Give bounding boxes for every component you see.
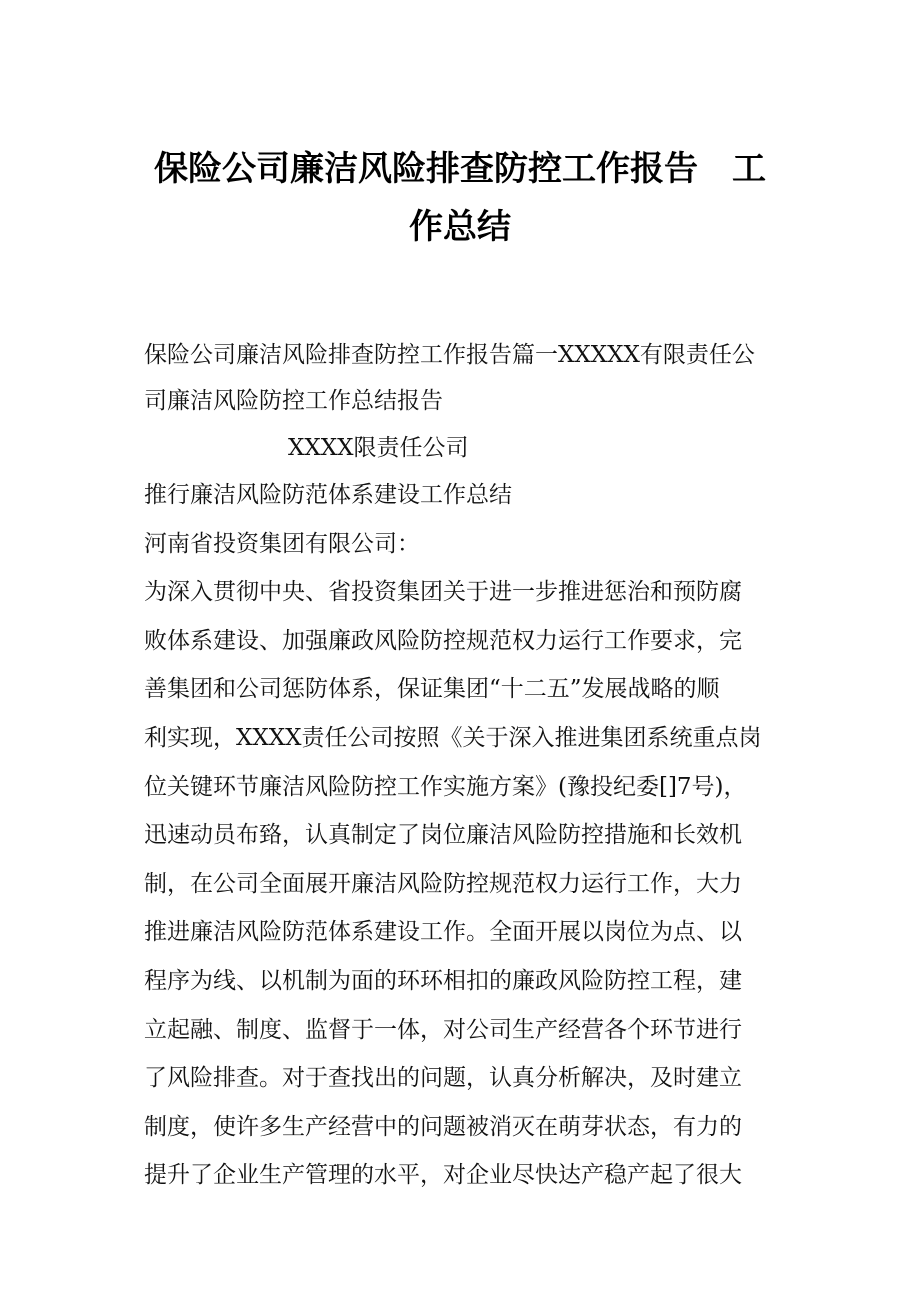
body-line: 推行廉洁风险防范体系建设工作总结 bbox=[144, 482, 512, 508]
body-line: 善集团和公司惩防体系，保证集团“十二五”发展战略的顺 bbox=[144, 676, 720, 703]
body-line: 利实现，XXXX责任公司按照《关于深入推进集团系统重点岗 bbox=[144, 724, 762, 751]
body-line: 制，在公司全面展开廉洁风险防控规范权力运行工作，大力 bbox=[144, 870, 742, 897]
body-line: 河南省投资集团有限公司： bbox=[144, 530, 420, 557]
body-paragraphs bbox=[144, 471, 784, 1200]
body-line: 了风险排查。对于查找出的问题，认真分析解决，及时建立 bbox=[144, 1065, 742, 1092]
body-line: 为深入贯彻中央、省投资集团关于进一步推进惩治和预防腐 bbox=[144, 579, 742, 606]
body-line: 推进廉洁风险防范体系建设工作。全面开展以岗位为点、以 bbox=[144, 919, 742, 946]
body-line: 位关键环节廉洁风险防控工作实施方案》(豫投纪委[]7号)， bbox=[144, 773, 747, 800]
company-name-line: XXXX限责任公司 bbox=[288, 435, 469, 461]
intro-line: 保险公司廉洁风险排查防控工作报告篇一XXXXX有限责任公 bbox=[144, 342, 755, 368]
body-line: 程序为线、以机制为面的环环相扣的廉政风险防控工程，建 bbox=[144, 967, 742, 994]
body-line: 制度，使许多生产经营中的问题被消灭在萌芽状态，有力的 bbox=[144, 1113, 742, 1140]
body-line: 立起融、制度、监督于一体，对公司生产经营各个环节进行 bbox=[144, 1016, 742, 1043]
title-line: 保险公司廉洁风险排查防控工作报告 工 bbox=[154, 149, 766, 189]
body-line: 提升了企业生产管理的水平，对企业尽快达产稳产起了很大 bbox=[144, 1162, 742, 1189]
document-title bbox=[0, 140, 920, 256]
body-line: 败体系建设、加强廉政风险防控规范权力运行工作要求，完 bbox=[144, 627, 742, 654]
intro-line: 司廉洁风险防控工作总结报告 bbox=[144, 388, 443, 414]
intro-heading bbox=[144, 332, 784, 424]
title-line: 作总结 bbox=[409, 207, 511, 247]
body-line: 迅速动员布臵，认真制定了岗位廉洁风险防控措施和长效机 bbox=[144, 822, 742, 849]
